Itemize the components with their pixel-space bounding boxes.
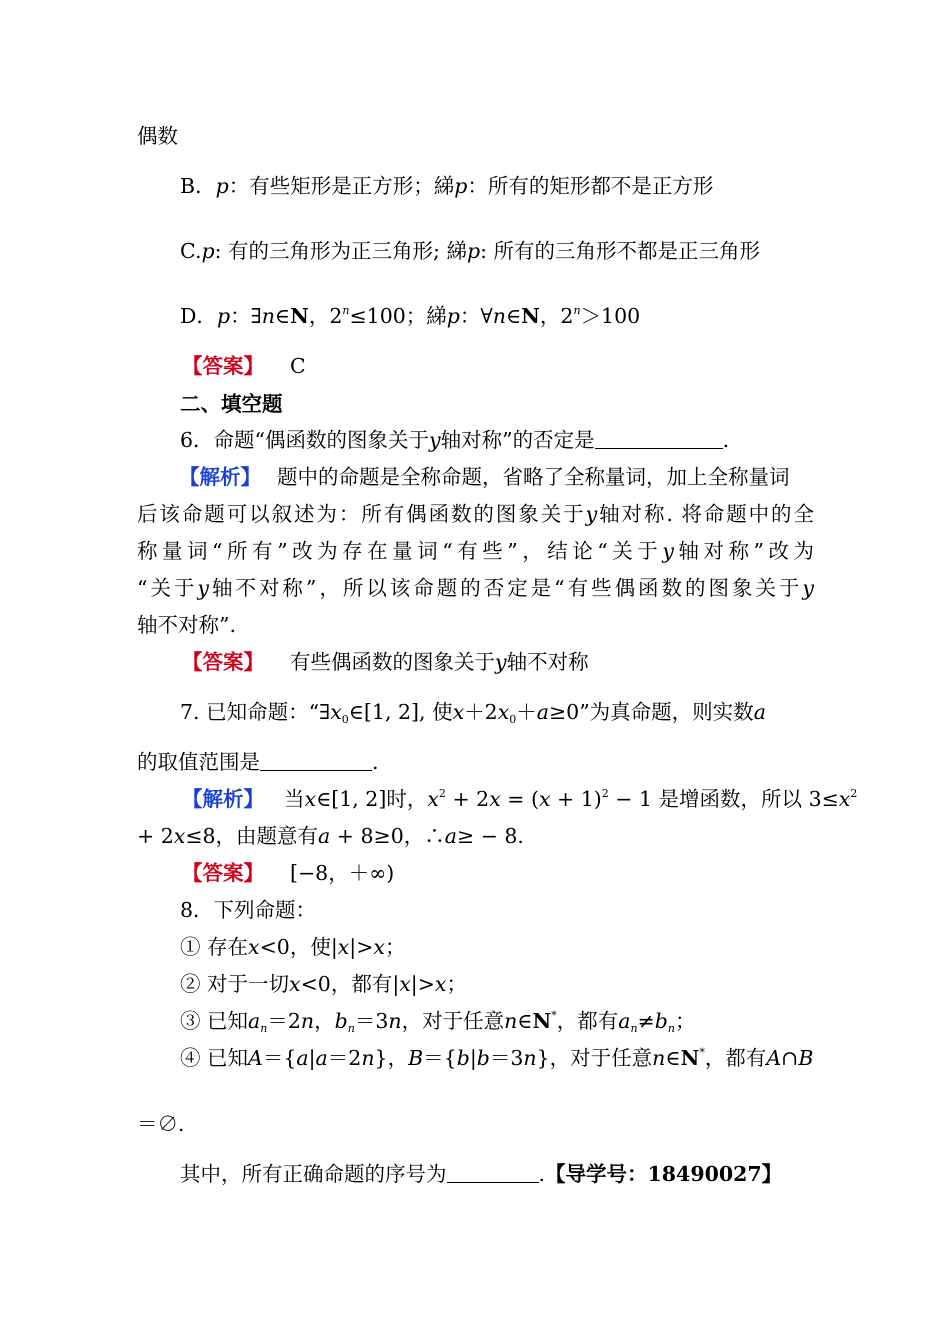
answer-6: 【答案】 有些偶函数的图象关于y轴不对称 (182, 650, 589, 674)
answer-blank (447, 1162, 539, 1183)
text-line (137, 122, 178, 150)
explanation-6-line3: 称量词“所有”改为存在量词“有些”，结论“关于y轴对称”改为 (137, 539, 814, 563)
answer-blank (595, 428, 723, 449)
question-8-prompt: 其中，所有正确命题的序号为 .【导学号：18490027】 (180, 1162, 783, 1186)
question-6: 6．命题“偶函数的图象关于y轴对称”的否定是 . (180, 428, 730, 452)
explanation-6-line2: 后该命题可以叙述为：所有偶函数的图象关于y轴对称. 将命题中的全 (137, 502, 814, 526)
text: 偶数 (137, 124, 178, 148)
statement-4: ④ 已知A＝{a|a＝2n}，B＝{b|b＝3n}，对于任意n∈N*，都有A∩B (180, 1046, 814, 1070)
answer-5: 【答案】 C (182, 354, 306, 378)
answer-7: 【答案】 [−8，＋∞) (182, 861, 395, 885)
option-b: B．p：有些矩形是正方形；綈p：所有的矩形都不是正方形 (180, 174, 714, 198)
statement-3: ③ 已知$a_n=2n$，$b_n=3n$，对于任意n∈N*，都有$a_n\ne b_n$； (180, 1009, 696, 1035)
option-c: C.p: 有的三角形为正三角形; 綈p: 所有的三角形不都是正三角形 (180, 239, 761, 263)
answer-blank (260, 750, 372, 771)
answer-label: 【答案】 (182, 354, 264, 378)
statement-4-continued: ＝∅. (137, 1112, 185, 1136)
explanation-6-line5: 轴不对称”. (137, 613, 236, 637)
statement-2: ② 对于一切x<0，都有|x|>x； (180, 972, 467, 996)
question-7-line2: 的取值范围是 . (137, 750, 379, 774)
question-7-line1: 7. 已知命题：“$\exists x_0\in[1$, 2], 使$x+2x_0+a\ge 0$”为真命题，则实数a (180, 700, 766, 726)
explanation-6-line1: 【解析】 题中的命题是全称命题，省略了全称量词，加上全称量词 (179, 465, 790, 489)
explanation-6-line4: “关于y轴不对称”，所以该命题的否定是“有些偶函数的图象关于y (137, 576, 814, 600)
explanation-7-line1: 【解析】 当x∈[1, 2]时，$x^2 + 2x = (x + 1)^2 - 1$ 是增函数，所以 $3\le x^2$ (182, 787, 858, 811)
guide-number: 【导学号：18490027】 (545, 1162, 783, 1186)
section-title: 二、填空题 (180, 392, 283, 416)
option-d: D．p：∃n∈N，$2^n\le 100$；綈p：∀n∈N，$2^n>100$ (180, 304, 641, 328)
statement-1: ① 存在x<0，使|x|>x； (180, 935, 406, 959)
explanation-7-line2: + 2x≤8，由题意有a + 8≥0，∴a≥ − 8. (137, 824, 524, 848)
question-8: 8．下列命题： (180, 898, 317, 922)
